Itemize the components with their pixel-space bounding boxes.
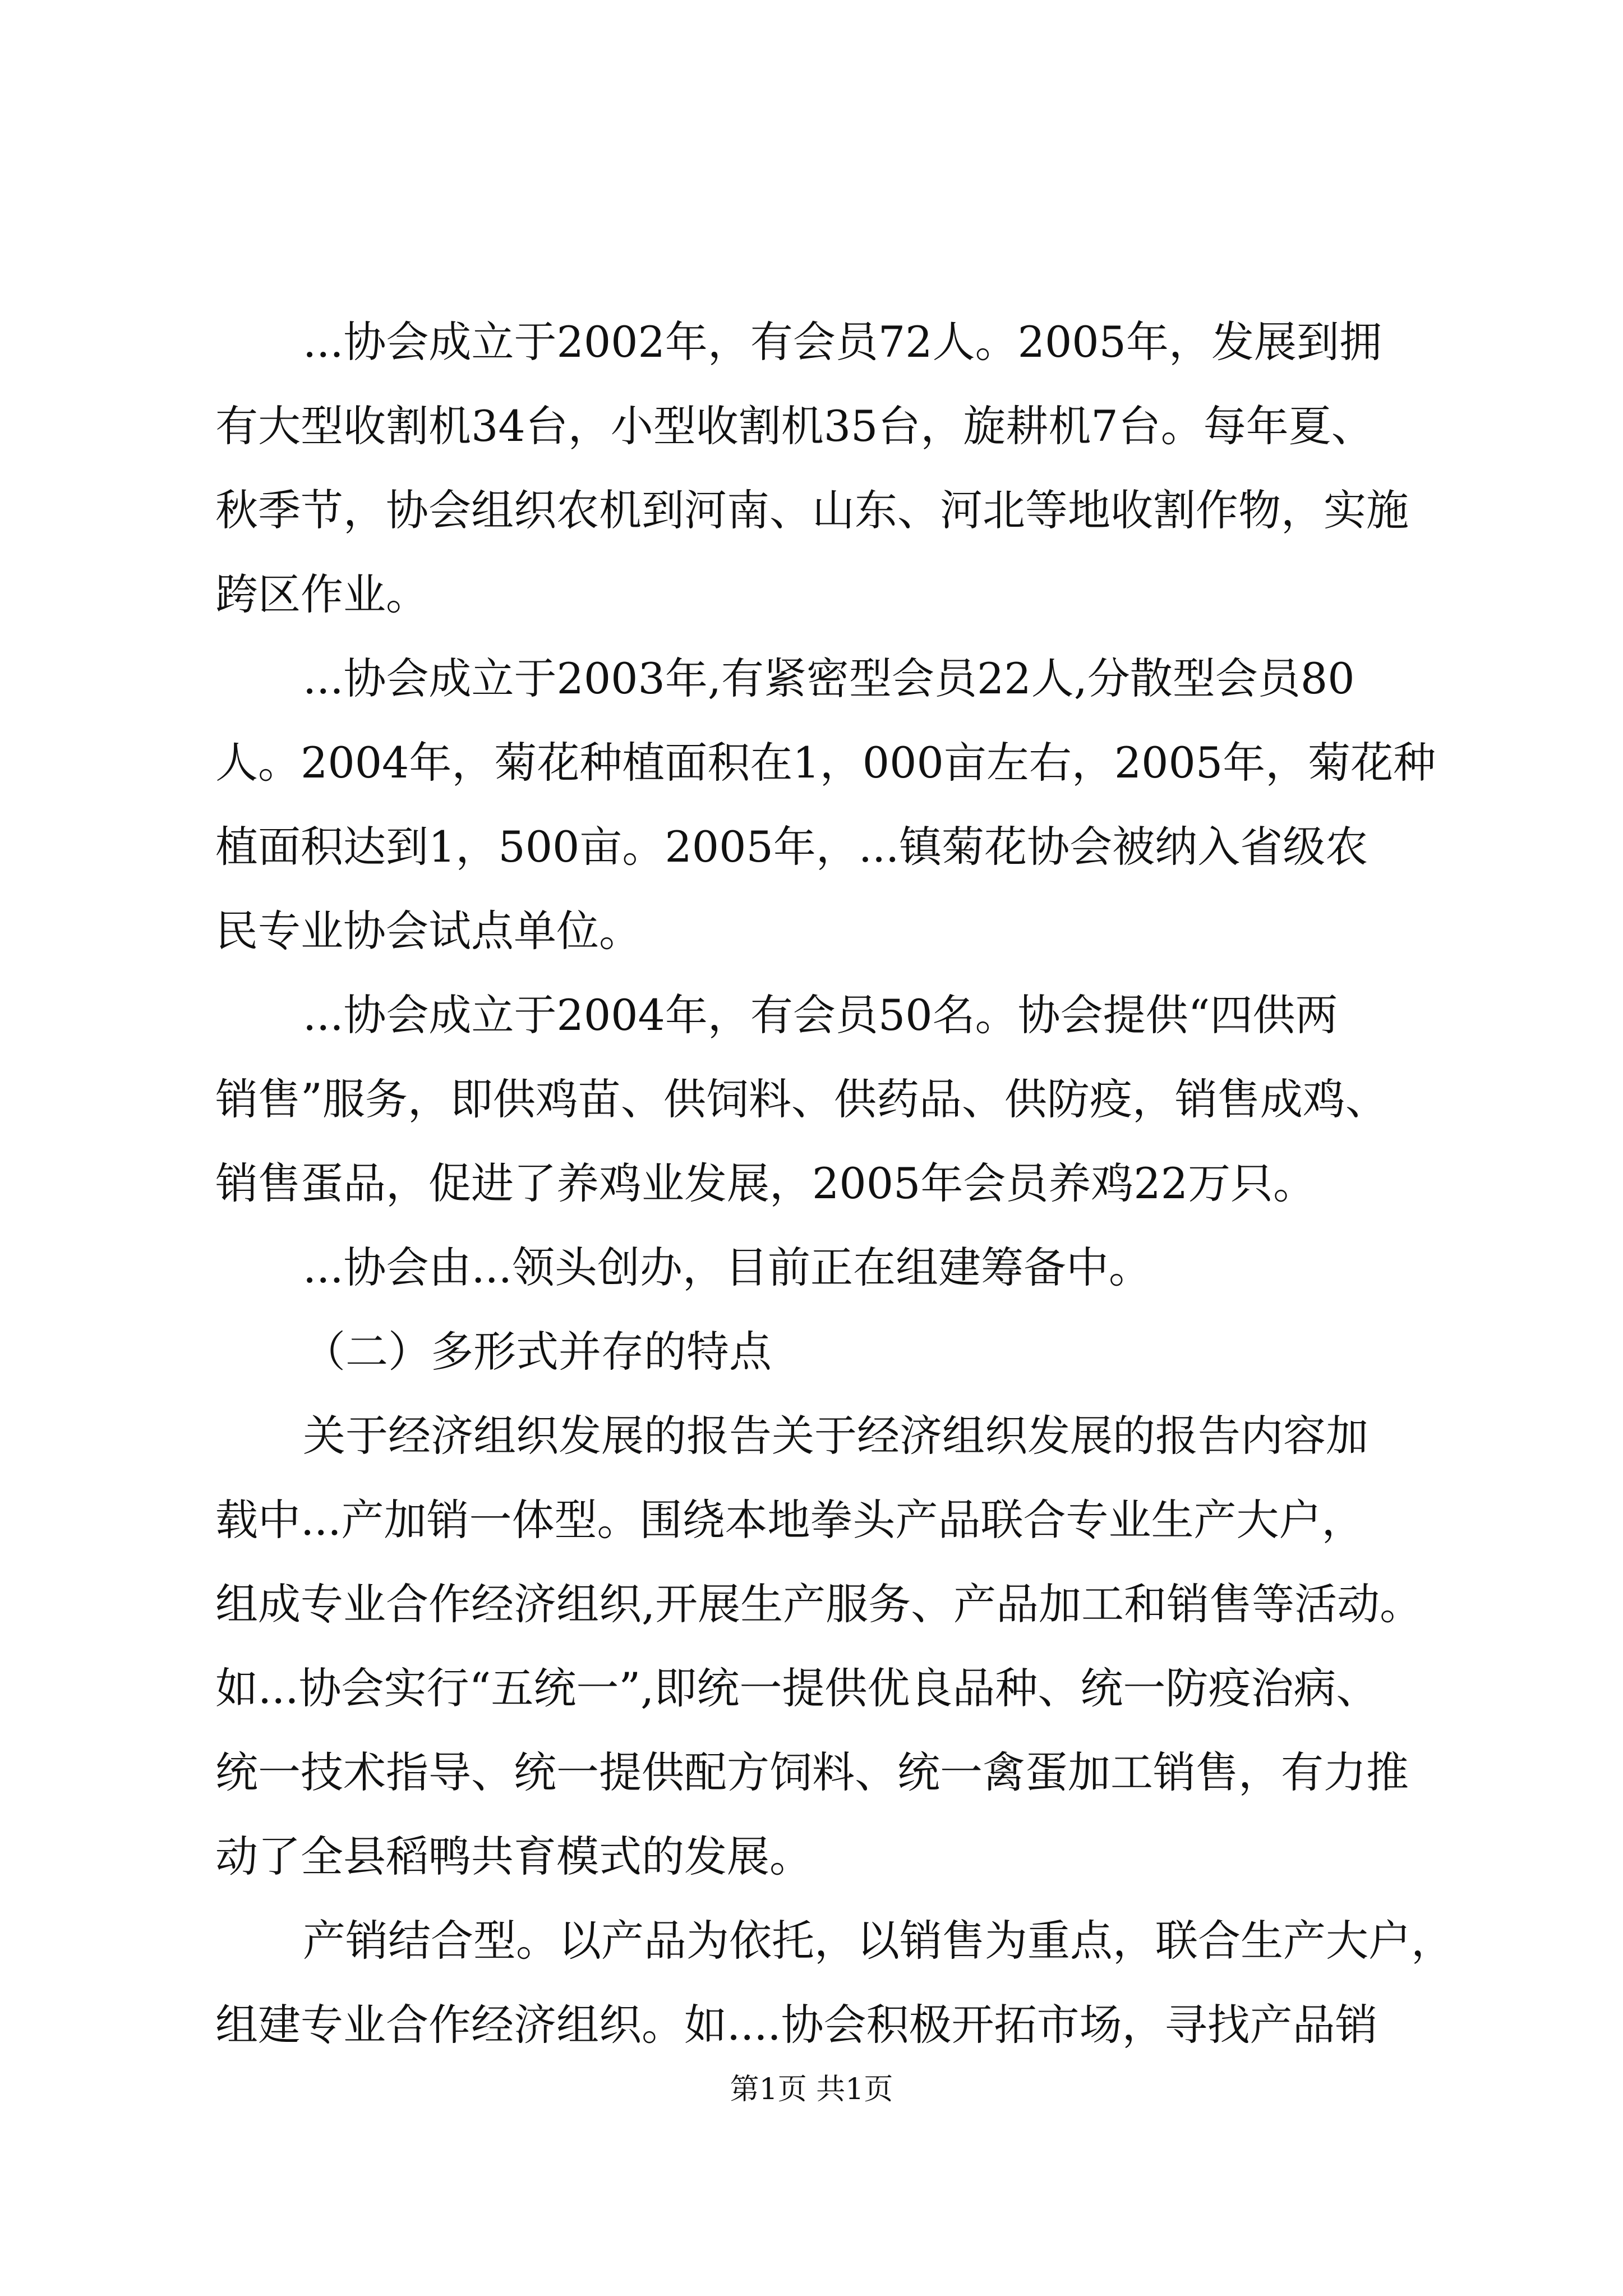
paragraph-line: ...协会由...领头创办，目前正在组建筹备中。 [303,1243,1151,1292]
paragraph-line: 销售”服务，即供鸡苗、供饲料、供药品、供防疫，销售成鸡、 [215,1074,1388,1124]
paragraph-line: 秋季节，协会组织农机到河南、山东、河北等地收割作物，实施 [215,485,1409,535]
section-heading: （二）多形式并存的特点 [303,1327,772,1377]
paragraph-line: 关于经济组织发展的报告关于经济组织发展的报告内容加 [303,1411,1368,1461]
paragraph-line: 销售蛋品，促进了养鸡业发展，2005年会员养鸡22万只。 [215,1158,1316,1208]
paragraph-line: 人。2004年，菊花种植面积在1，000亩左右，2005年，菊花种 [215,738,1436,788]
paragraph-line: 如...协会实行“五统一”,即统一提供优良品种、统一防疫治病、 [215,1663,1379,1713]
paragraph-line: 有大型收割机34台，小型收割机35台，旋耕机7台。每年夏、 [215,401,1374,451]
paragraph-line: 载中...产加销一体型。围绕本地拳头产品联合专业生产大户， [215,1495,1364,1545]
paragraph-line: ...协会成立于2002年，有会员72人。2005年，发展到拥 [303,317,1382,367]
paragraph-line: ...协会成立于2003年,有紧密型会员22人,分散型会员80 [303,654,1355,703]
paragraph-line: 民专业协会试点单位。 [215,906,642,956]
paragraph-line: 统一技术指导、统一提供配方饲料、统一禽蛋加工销售，有力推 [215,1747,1409,1797]
paragraph-line: 跨区作业。 [215,569,428,619]
paragraph-line: 植面积达到1，500亩。2005年，...镇菊花协会被纳入省级农 [215,822,1368,872]
paragraph-line: 动了全县稻鸭共育模式的发展。 [215,1832,812,1881]
page-footer: 第1页 共1页 [730,2073,893,2106]
paragraph-line: 组成专业合作经济组织,开展生产服务、产品加工和销售等活动。 [215,1579,1423,1629]
paragraph-line: ...协会成立于2004年，有会员50名。协会提供“四供两 [303,990,1338,1040]
paragraph-line: 组建专业合作经济组织。如....协会积极开拓市场，寻找产品销 [215,2000,1378,2050]
paragraph-line: 产销结合型。以产品为依托，以销售为重点，联合生产大户， [303,1916,1454,1966]
